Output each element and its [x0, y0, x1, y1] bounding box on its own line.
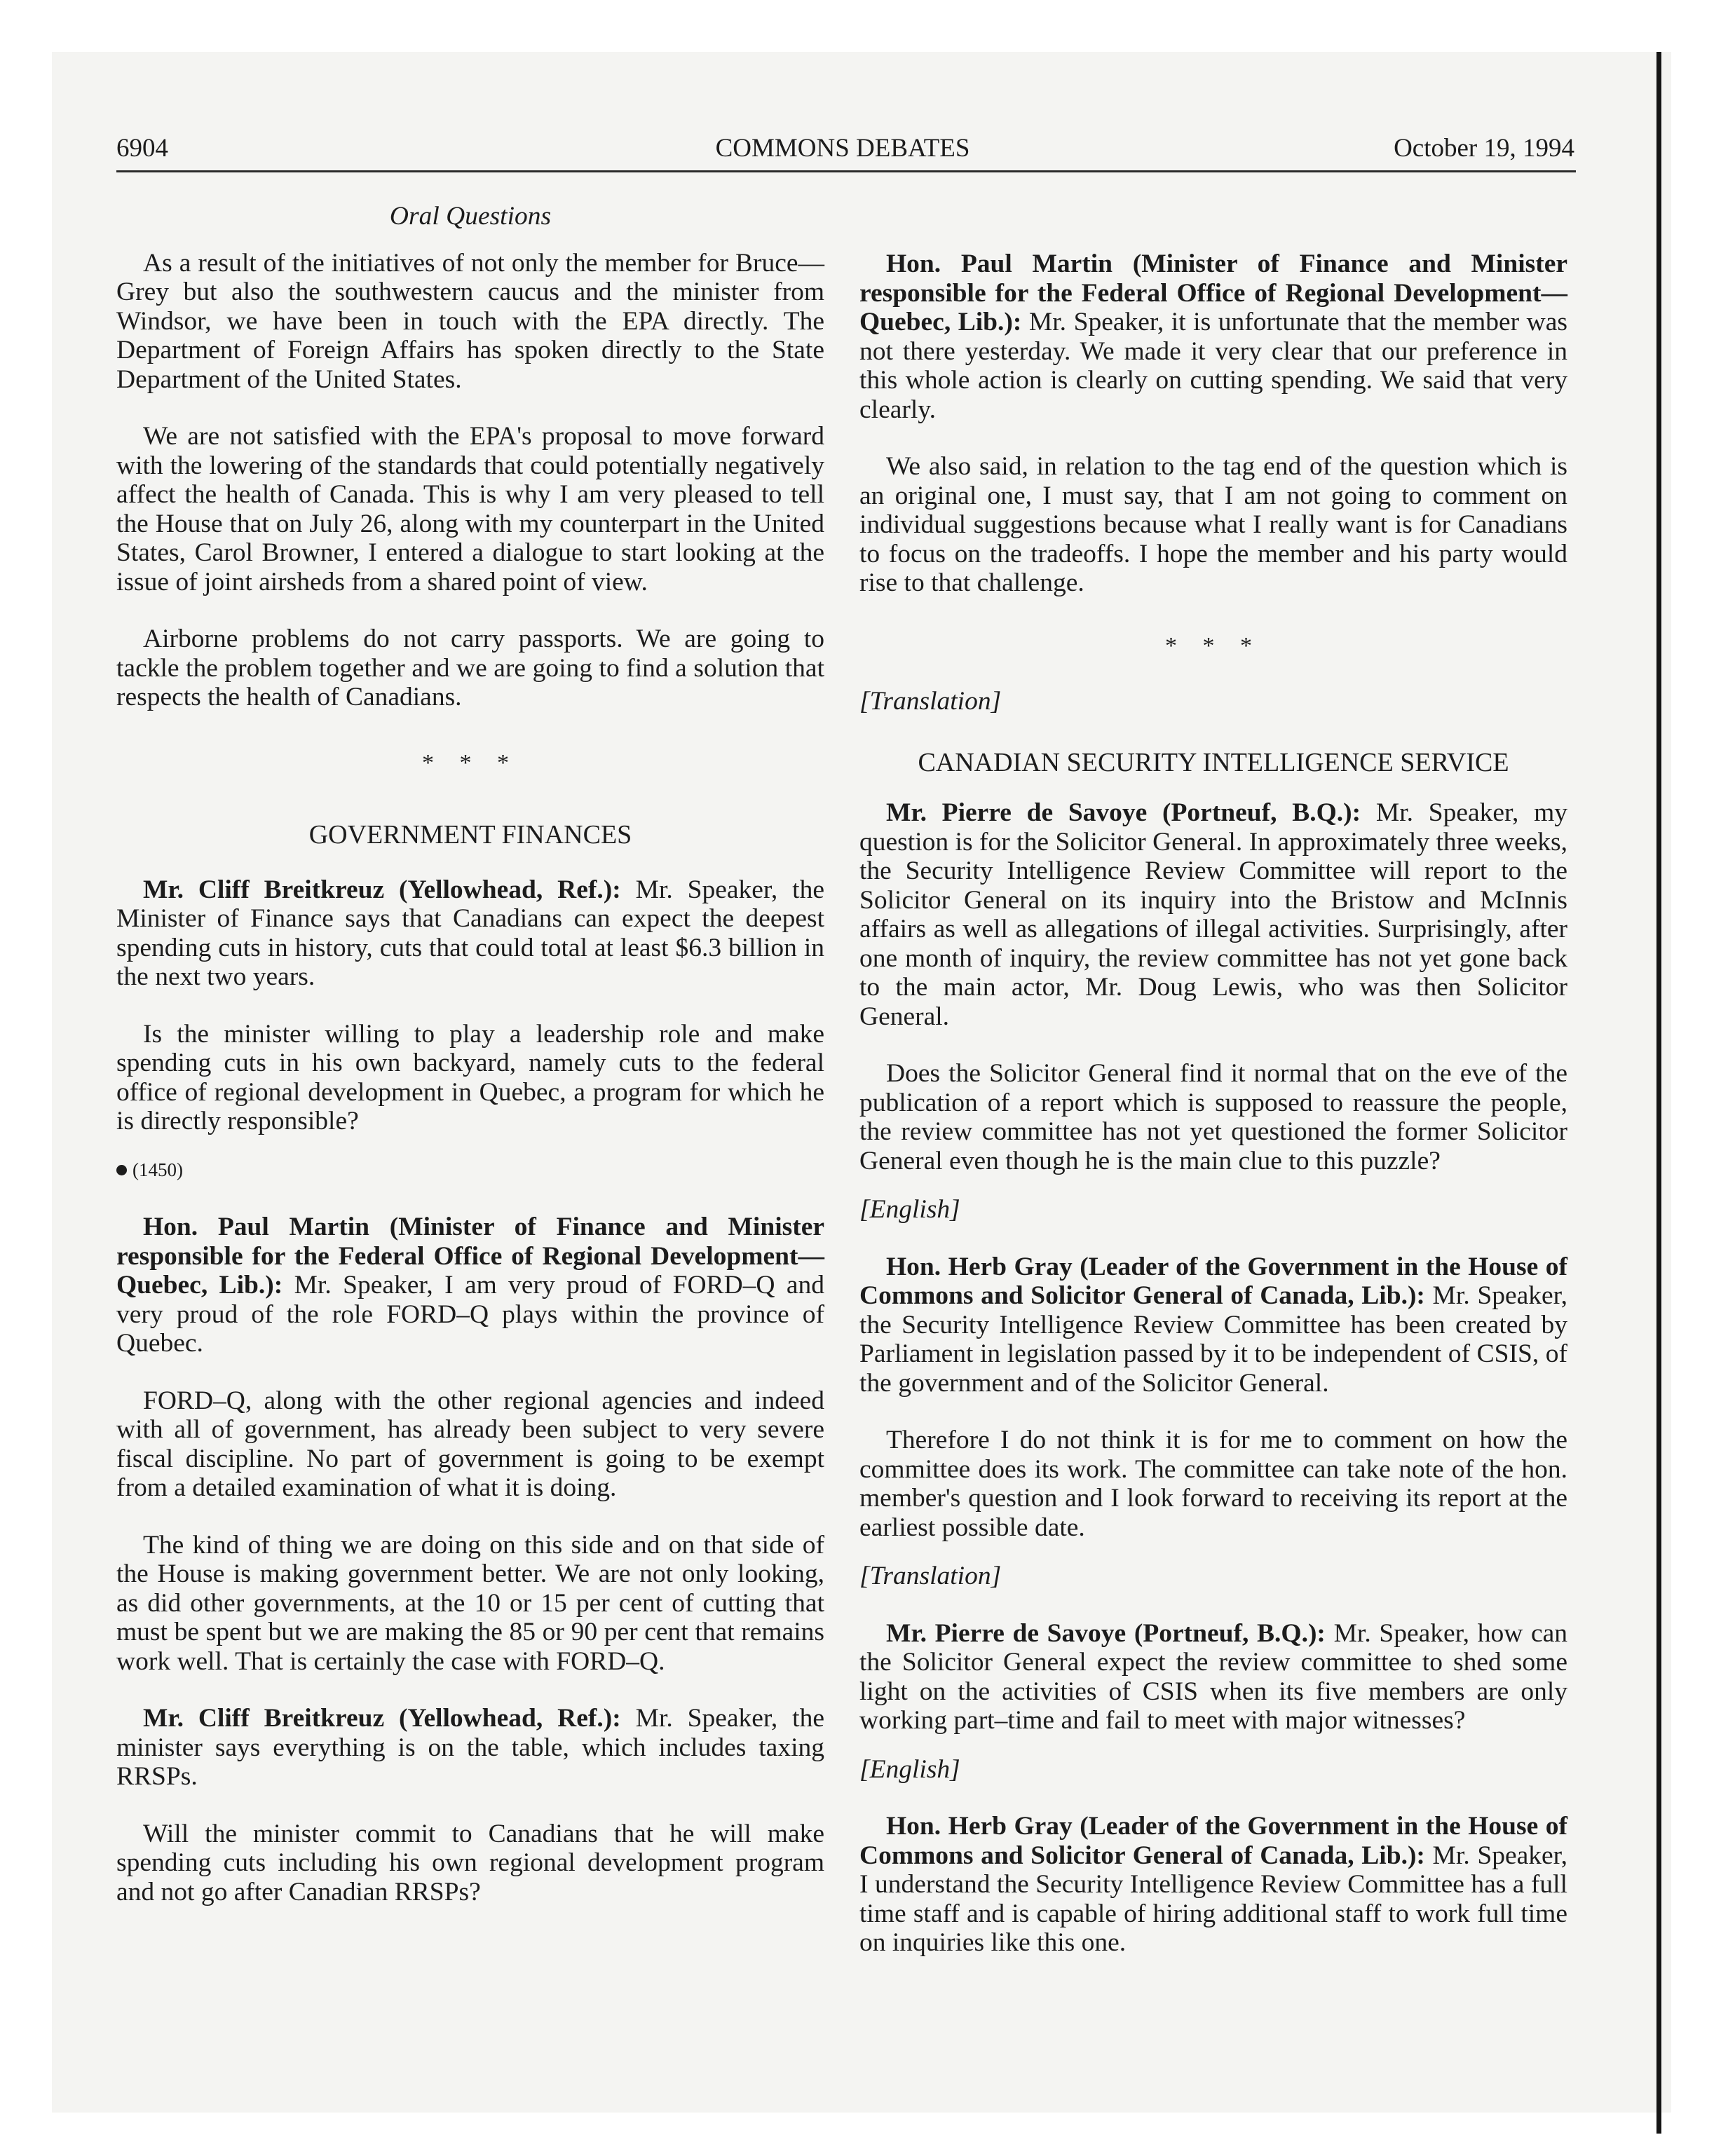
speech [859, 798, 1567, 1031]
speaker-name: Mr. Cliff Breitkreuz (Yellowhead, Ref.): [143, 875, 621, 904]
section-separator: * * * [1165, 632, 1262, 659]
speech-text: Mr. Speaker, it is unfortunate that the member was not there yesterday. We made it very clear that our preference in this whole action is clearly on cutting spending. We said that very clearly. [859, 308, 1567, 424]
speech [116, 1704, 824, 1792]
speech [859, 1619, 1567, 1735]
paragraph: We also said, in relation to the tag end of the question which is an original one, I must say, that I am not going to comment on individual suggestions because what I really want is for Canadians to focus on the tradeoffs. I hope the member and his party would rise to that challenge. [859, 452, 1567, 597]
speech-text: Mr. Speaker, I am very proud of FORD–Q and very proud of the role FORD–Q plays within the province of Quebec. [116, 1271, 825, 1358]
speech [116, 875, 824, 992]
speaker-name: Hon. Herb Gray (Leader of the Government in the House of Commons and Solicitor General of Canada, Lib.): [859, 1812, 1567, 1870]
speaker-name: Hon. Paul Martin (Minister of Finance and Minister responsible for the Federal Office of Regional Development—Quebec, Lib.): [859, 250, 1567, 336]
speech [859, 1812, 1567, 1958]
language-marker: [English] [859, 1754, 960, 1784]
timestamp-text: (1450) [132, 1159, 183, 1180]
language-marker: [Translation] [859, 1562, 1002, 1590]
paragraph: Is the minister willing to play a leadership role and make spending cuts in his own backyard, namely cuts to the federal office of regional development in Quebec, a program for which he is directly responsible? [116, 1019, 824, 1135]
paragraph: Airborne problems do not carry passports. We are going to tackle the problem together and we are going to find a solution that respects the health of Canadians. [116, 625, 824, 711]
timestamp [116, 1156, 824, 1185]
page-edge-rule [1656, 52, 1661, 2134]
paragraph: Will the minister commit to Canadians that he will make spending cuts including his own regional development program and not go after Canadian RRSPs? [116, 1819, 824, 1906]
speech-text: Mr. Speaker, the minister says everything is on the table, which includes taxing RRSPs. [116, 1704, 824, 1791]
section-heading: CANADIAN SECURITY INTELLIGENCE SERVICE [918, 747, 1509, 777]
speech [859, 1253, 1567, 1398]
section-separator: * * * [422, 749, 519, 776]
language-marker: [Translation] [859, 687, 1002, 716]
left-column [116, 202, 824, 1935]
speaker-name: Mr. Cliff Breitkreuz (Yellowhead, Ref.): [143, 1704, 621, 1733]
paragraph: FORD–Q, along with the other regional agencies and indeed with all of government, has already been subject to very severe fiscal discipline. No part of government is going to be exempt from a detailed examination of what it is doing. [116, 1386, 824, 1502]
speech-text: Mr. Speaker, how can the Solicitor General expect the review committee to shed some light on the activities of CSIS when its five members are only working part–time and fail to meet with major witnesses? [859, 1618, 1567, 1735]
page-number: 6904 [116, 134, 168, 163]
speech [116, 1213, 824, 1358]
paragraph: We are not satisfied with the EPA's proposal to move forward with the lowering of the standards that could potentially negatively affect the health of Canada. This is why I am very pleased to tell the House that on July 26, along with my counterpart in the United States, Carol Browner, I entered a dialogue to start looking at the issue of joint airsheds from a shared point of view. [116, 422, 824, 596]
section-heading: GOVERNMENT FINANCES [308, 820, 632, 850]
section-label: Oral Questions [389, 202, 552, 231]
speech-text: Mr. Speaker, the Minister of Finance says that Canadians can expect the deepest spending cuts in history, cuts that could total at least $6.3 billion in the next two years. [116, 875, 824, 991]
bullet-icon [116, 1165, 127, 1175]
publication-title: COMMONS DEBATES [715, 134, 970, 163]
speech-text: Mr. Speaker, I understand the Security Intelligence Review Committee has a full time staff and is capable of hiring additional staff to work full time on inquiries like this one. [859, 1841, 1567, 1957]
speech-text: Mr. Speaker, my question is for the Solicitor General. In approximately three weeks, the Security Intelligence Review Committee will report to the Solicitor General on its inquiry into the Bristow and McInnis affairs as well as allegations of illegal activities. Surprisingly, after one month of inquiry, the review committee has not yet gone back to the main actor, Mr. Doug Lewis, who was then Solicitor General. [859, 798, 1567, 1031]
speaker-name: Mr. Pierre de Savoye (Portneuf, B.Q.): [886, 1618, 1326, 1648]
paragraph: Does the Solicitor General find it normal that on the eve of the publication of a report which is supposed to reassure the people, the review committee has not yet questioned the former Solicitor General even though he is the main clue to this puzzle? [859, 1059, 1567, 1175]
speaker-name: Hon. Herb Gray (Leader of the Government in the House of Commons and Solicitor General of Canada, Lib.): [859, 1252, 1567, 1310]
speech-text: Mr. Speaker, the Security Intelligence Review Committee has been created by Parliament in legislation passed by it to be independent of CSIS, of the government and of the Solicitor General. [859, 1281, 1567, 1398]
paragraph: Therefore I do not think it is for me to comment on how the committee does its work. The committee can take note of the hon. member's question and I look forward to receiving its report at the earliest possible date. [859, 1426, 1567, 1542]
right-column [859, 250, 1567, 1986]
publication-date: October 19, 1994 [1394, 134, 1574, 163]
speech [859, 250, 1567, 424]
header-rule [116, 170, 1576, 172]
paragraph: As a result of the initiatives of not only the member for Bruce—Grey but also the southwestern caucus and the minister from Windsor, we have been in touch with the EPA directly. The Department of Foreign Affairs has spoken directly to the State Department of the United States. [116, 248, 824, 394]
speaker-name: Hon. Paul Martin (Minister of Finance and Minister responsible for the Federal Office of Regional Development—Quebec, Lib.): [116, 1213, 824, 1299]
language-marker: [English] [859, 1195, 960, 1224]
speaker-name: Mr. Pierre de Savoye (Portneuf, B.Q.): [886, 798, 1361, 827]
paragraph: The kind of thing we are doing on this side and on that side of the House is making government better. We are not only looking, as did other governments, at the 10 or 15 per cent of cutting that must be spent but we are making the 85 or 90 per cent that remains work well. That is certainly the case with FORD–Q. [116, 1530, 824, 1676]
